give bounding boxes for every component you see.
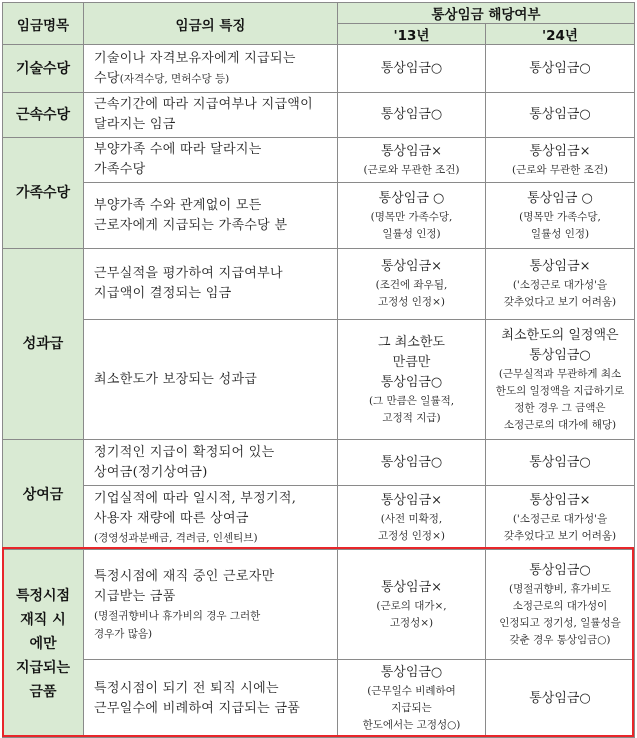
value-2024: 통상임금○ xyxy=(486,93,635,138)
table-row xyxy=(3,486,635,550)
value-2013: 통상임금○ xyxy=(338,45,486,93)
value-2013: 통상임금× (근로의 대가×, 고정성×) xyxy=(338,550,486,660)
value-2024: 통상임금○ xyxy=(486,660,635,738)
value-2013: 통상임금○ (근무일수 비례하여 지급되는 한도에서는 고정성○) xyxy=(338,660,486,738)
feature-specific-a: 특정시점에 재직 중인 근로자만 지급받는 금품 (명절귀향비나 휴가비의 경우 그러한 경우가 많음) xyxy=(84,550,338,660)
feature-tech: 기술이나 자격보유자에게 지급되는 수당(자격수당, 면허수당 등) xyxy=(84,45,338,93)
table-row xyxy=(3,138,635,183)
category-family: 가족수당 xyxy=(3,138,84,249)
table-row xyxy=(3,440,635,486)
feature-bonus-a: 정기적인 지급이 확정되어 있는 상여금(정기상여금) xyxy=(84,440,338,486)
table-row xyxy=(3,660,635,738)
feature-tenure: 근속기간에 따라 지급여부나 지급액이 달라지는 임금 xyxy=(84,93,338,138)
value-2024: 통상임금× (근로와 무관한 조건) xyxy=(486,138,635,183)
value-2024: 통상임금○ xyxy=(486,440,635,486)
table-row xyxy=(3,249,635,320)
feature-performance-a: 근무실적을 평가하여 지급여부나 지급액이 결정되는 임금 xyxy=(84,249,338,320)
category-bonus: 상여금 xyxy=(3,440,84,550)
table-row xyxy=(3,183,635,249)
value-2024: 통상임금× ('소정근로 대가성'을 갖추었다고 보기 어려움) xyxy=(486,486,635,550)
category-specific-time: 특정시점 재직 시 에만 지급되는 금품 xyxy=(3,550,84,738)
ordinary-wage-table xyxy=(2,2,635,738)
feature-specific-b: 특정시점이 되기 전 퇴직 시에는 근무일수에 비례하여 지급되는 금품 xyxy=(84,660,338,738)
value-2013: 통상임금× (근로와 무관한 조건) xyxy=(338,138,486,183)
category-tech: 기술수당 xyxy=(3,45,84,93)
value-2024: 통상임금× ('소정근로 대가성'을 갖추었다고 보기 어려움) xyxy=(486,249,635,320)
category-tenure: 근속수당 xyxy=(3,93,84,138)
wage-table-wrapper xyxy=(2,2,634,738)
header-2024: '24년 xyxy=(486,24,635,45)
value-2024: 통상임금○ (명절귀향비, 휴가비도 소정근로의 대가성이 인정되고 정기성, 일률성을 갖춘 경우 통상임금○) xyxy=(486,550,635,660)
table-row xyxy=(3,320,635,440)
value-2013: 그 최소한도 만큼만 통상임금○ (그 만큼은 일률적, 고정적 지급) xyxy=(338,320,486,440)
value-2024: 통상임금 ○ (명목만 가족수당, 일률성 인정) xyxy=(486,183,635,249)
value-2024: 최소한도의 일정액은 통상임금○ (근무실적과 무관하게 최소 한도의 일정액을 지급하기로 정한 경우 그 금액은 소정근로의 대가에 해당) xyxy=(486,320,635,440)
table-row xyxy=(3,45,635,93)
value-2013: 통상임금× (사전 미확정, 고정성 인정×) xyxy=(338,486,486,550)
category-performance: 성과급 xyxy=(3,249,84,440)
value-2024: 통상임금○ xyxy=(486,45,635,93)
table-row xyxy=(3,550,635,660)
header-feature: 임금의 특징 xyxy=(84,3,338,45)
value-2013: 통상임금○ xyxy=(338,93,486,138)
table-row xyxy=(3,93,635,138)
value-2013: 통상임금○ xyxy=(338,440,486,486)
value-2013: 통상임금 ○ (명목만 가족수당, 일률성 인정) xyxy=(338,183,486,249)
value-2013: 통상임금× (조건에 좌우됨, 고정성 인정×) xyxy=(338,249,486,320)
header-2013: '13년 xyxy=(338,24,486,45)
header-item: 임금명목 xyxy=(3,3,84,45)
feature-bonus-b: 기업실적에 따라 일시적, 부정기적, 사용자 재량에 따른 상여금 (경영성과분배금, 격려금, 인센티브) xyxy=(84,486,338,550)
feature-family-b: 부양가족 수와 관계없이 모든 근로자에게 지급되는 가족수당 분 xyxy=(84,183,338,249)
header-ordinary-wage-status: 통상임금 해당여부 xyxy=(338,3,635,24)
feature-performance-b: 최소한도가 보장되는 성과급 xyxy=(84,320,338,440)
feature-family-a: 부양가족 수에 따라 달라지는 가족수당 xyxy=(84,138,338,183)
